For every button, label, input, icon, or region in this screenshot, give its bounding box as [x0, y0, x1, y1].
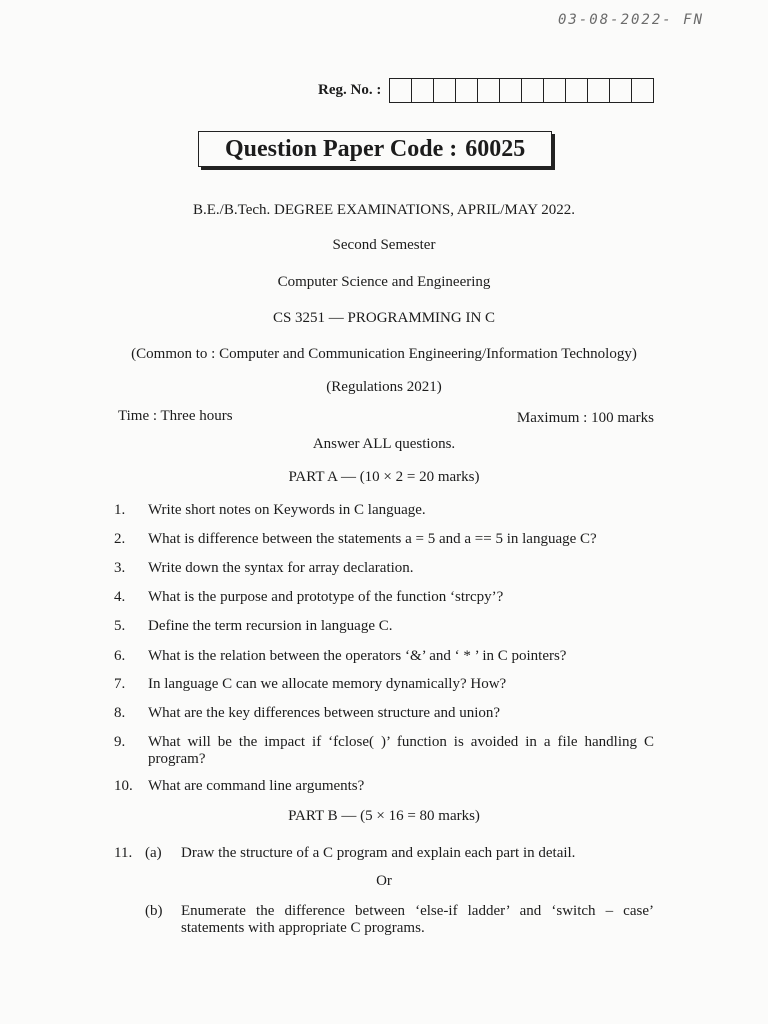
question-item [114, 502, 654, 519]
question-item [114, 734, 654, 768]
handwritten-date-note: 03-08-2022- FN [558, 12, 705, 28]
semester: Second Semester [332, 237, 436, 253]
reg-digit-box [412, 79, 434, 102]
question-text: Write short notes on Keywords in C language. [148, 502, 426, 518]
or-divider: Or [376, 873, 392, 889]
question-item [114, 778, 654, 795]
question-paper-code-box [198, 131, 552, 167]
reg-label: Reg. No. : [318, 82, 382, 98]
question-text: What is the relation between the operators ‘&’ and ‘ * ’ in C pointers? [148, 648, 567, 664]
question-number: 1. [114, 502, 126, 518]
question-item [114, 531, 654, 548]
exam-title: B.E./B.Tech. DEGREE EXAMINATIONS, APRIL/MAY 2022. [192, 202, 575, 218]
max-marks: Maximum : 100 marks [516, 410, 654, 426]
question-text: Write down the syntax for array declaration. [148, 560, 414, 576]
question-text: What is difference between the statements a = 5 and a == 5 in language C? [148, 531, 597, 547]
question-number: 9. [114, 734, 126, 750]
question-11b [114, 903, 654, 937]
reg-digit-box [456, 79, 478, 102]
exam-duration: Time : Three hours [118, 408, 233, 424]
question-text: What will be the impact if ‘fclose( )’ function is avoided in a file handling C program? [148, 734, 654, 767]
question-item [114, 618, 654, 635]
reg-digit-box [566, 79, 588, 102]
question-number: 5. [114, 618, 126, 634]
common-to: (Common to : Computer and Communication Engineering/Information Technology) [131, 346, 637, 362]
question-text: Enumerate the difference between ‘else-if ladder’ and ‘switch – case’ statements with appropriate C programs. [181, 903, 654, 936]
question-number: 3. [114, 560, 126, 576]
question-text: What is the purpose and prototype of the function ‘strcpy’? [148, 589, 504, 605]
question-number: 8. [114, 705, 126, 721]
question-text: What are command line arguments? [148, 778, 365, 794]
reg-digit-box [632, 79, 653, 102]
reg-digit-box [544, 79, 566, 102]
question-number: 4. [114, 589, 126, 605]
sub-label: (a) [145, 845, 162, 861]
question-text: Draw the structure of a C program and explain each part in detail. [181, 845, 576, 861]
question-text: Define the term recursion in language C. [148, 618, 393, 634]
question-item [114, 648, 654, 665]
question-item [114, 705, 654, 722]
question-number: 10. [114, 778, 133, 794]
sub-label: (b) [145, 903, 163, 919]
question-item [114, 589, 654, 606]
question-number: 7. [114, 676, 126, 692]
regulations: (Regulations 2021) [326, 379, 442, 395]
reg-digit-box [434, 79, 456, 102]
reg-digit-box [390, 79, 412, 102]
question-item [114, 560, 654, 577]
reg-digit-box [500, 79, 522, 102]
question-number: 6. [114, 648, 126, 664]
part-a-title: PART A — (10 × 2 = 20 marks) [288, 469, 480, 485]
question-number: 2. [114, 531, 126, 547]
course-title: CS 3251 — PROGRAMMING IN C [272, 310, 496, 326]
reg-digit-box [478, 79, 500, 102]
question-number: 11. [114, 845, 133, 861]
qp-label: Question Paper Code : [225, 135, 458, 162]
question-text: In language C can we allocate memory dynamically? How? [148, 676, 507, 692]
question-item [114, 676, 654, 693]
instruction: Answer ALL questions. [312, 436, 456, 452]
question-11a [114, 845, 654, 862]
reg-digit-box [588, 79, 610, 102]
reg-digit-box [522, 79, 544, 102]
question-text: What are the key differences between structure and union? [148, 705, 501, 721]
department: Computer Science and Engineering [277, 274, 491, 290]
qp-code: 60025 [465, 135, 526, 162]
reg-number-field [318, 78, 654, 103]
reg-number-boxes [389, 78, 654, 103]
part-b-title: PART B — (5 × 16 = 80 marks) [288, 808, 480, 824]
reg-digit-box [610, 79, 632, 102]
